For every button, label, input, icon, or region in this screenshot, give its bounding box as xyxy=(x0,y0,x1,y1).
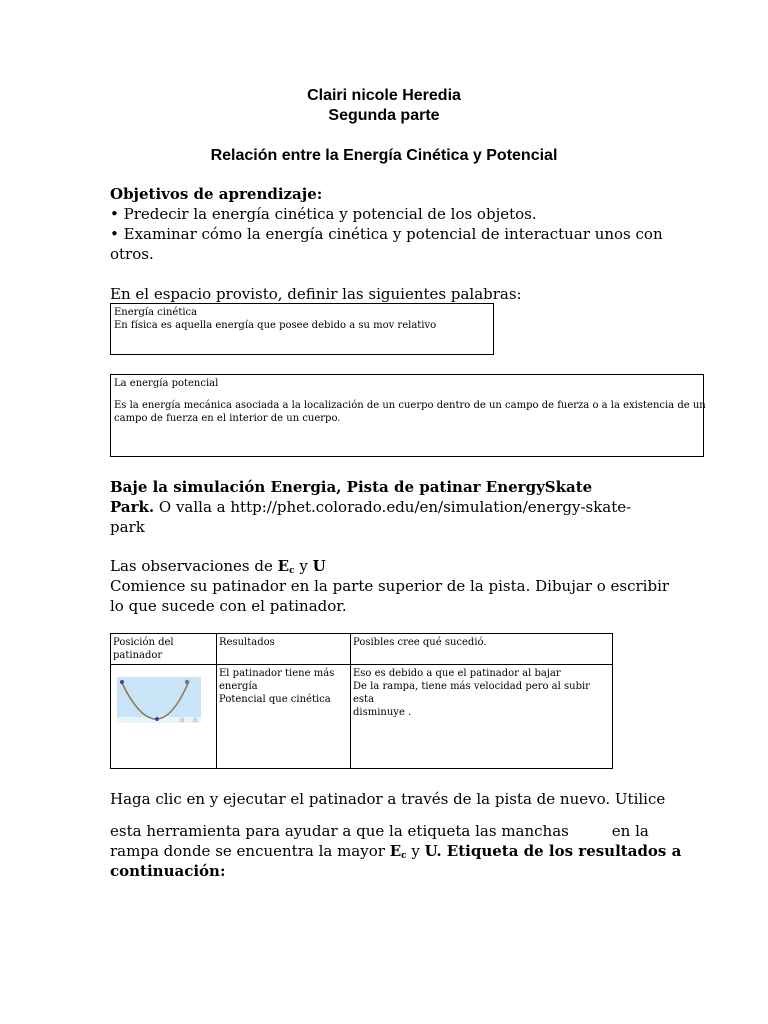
objective-bullet-2: • Examinar cómo la energía cinética y potencial de interactuar unos con xyxy=(110,225,663,243)
table-header-row xyxy=(111,634,613,665)
header-possible xyxy=(351,634,613,665)
ek-subscript: c xyxy=(289,566,295,576)
possible-line2: De la rampa, tiene más velocidad pero al subir esta xyxy=(353,681,590,705)
section-subtitle: Segunda parte xyxy=(328,107,440,124)
simulation-park-label: Park. xyxy=(110,498,155,516)
define-instruction: En el espacio provisto, definir las siguientes palabras: xyxy=(110,285,522,303)
definition-text: Es la energía mecánica asociada a la localización de un cuerpo dentro de un campo de fuerza o a la existencia de un xyxy=(114,400,706,411)
header-position-line2: patinador xyxy=(113,650,163,661)
author-name: Clairi nicole Heredia xyxy=(307,87,461,104)
closing-line-2: esta herramienta para ayudar a que la etiqueta las manchas en la xyxy=(110,822,649,840)
simulation-heading: Baje la simulación Energia, Pista de patinar EnergySkate xyxy=(110,478,593,496)
observations-instruction: Comience su patinador en la parte superior de la pista. Dibujar o escribir xyxy=(110,577,670,595)
skate-track-image xyxy=(117,677,201,723)
closing-line-4: continuación: xyxy=(110,862,226,880)
and-text: y xyxy=(294,557,313,575)
closing-line-1: Haga clic en y ejecutar el patinador a través de la pista de nuevo. Utilice xyxy=(110,790,666,808)
header-position-line1: Posición del xyxy=(113,637,174,648)
header-possible-text: Posibles cree qué sucedió. xyxy=(353,637,487,648)
results-line1: El patinador tiene más xyxy=(219,668,335,679)
closing-line3-bold: . Etiqueta de los resultados a xyxy=(436,842,682,860)
observations-heading-text: Las observaciones de xyxy=(110,557,278,575)
ek-symbol: E xyxy=(277,557,290,575)
results-line3: Potencial que cinética xyxy=(219,694,331,705)
u-symbol: U xyxy=(424,842,437,860)
skater-dot-bottom xyxy=(155,717,159,721)
skater-figure-icon xyxy=(185,680,189,684)
observations-instruction-cont: lo que sucede con el patinador. xyxy=(110,597,347,615)
definition-box-kinetic[interactable] xyxy=(110,303,494,355)
and-text: y xyxy=(406,842,425,860)
u-symbol: U xyxy=(312,557,326,575)
page-title: Relación entre la Energía Cinética y Potencial xyxy=(210,147,558,164)
simulation-link-line xyxy=(110,497,631,517)
cell-results[interactable] xyxy=(217,665,351,769)
ek-subscript: c xyxy=(401,851,407,861)
definition-term: Energía cinética xyxy=(114,307,198,318)
header-results-text: Resultados xyxy=(219,637,275,648)
definition-term: La energía potencial xyxy=(114,378,219,389)
simulation-url-cont: park xyxy=(110,518,145,536)
skater-dot-start xyxy=(120,680,124,684)
ek-symbol: E xyxy=(389,842,402,860)
definition-text-cont: campo de fuerza en el interior de un cuerpo. xyxy=(114,413,341,424)
possible-line1: Eso es debido a que el patinador al bajar xyxy=(353,668,561,679)
cell-possible[interactable] xyxy=(351,665,613,769)
results-line2: energía xyxy=(219,681,258,692)
simulation-url[interactable]: O valla a http://phet.colorado.edu/en/simulation/energy-skate- xyxy=(154,498,632,516)
possible-line3: disminuye . xyxy=(353,707,412,718)
objective-bullet-2-cont: otros. xyxy=(110,245,154,263)
header-results xyxy=(217,634,351,665)
objective-bullet-1: • Predecir la energía cinética y potencial de los objetos. xyxy=(110,205,537,223)
header-position xyxy=(111,634,217,665)
definition-text: En física es aquella energía que posee debido a su mov relativo xyxy=(114,320,437,331)
definition-box-potential[interactable] xyxy=(110,374,704,457)
closing-line3-text: rampa donde se encuentra la mayor xyxy=(110,842,390,860)
objectives-heading: Objetivos de aprendizaje: xyxy=(110,185,323,203)
